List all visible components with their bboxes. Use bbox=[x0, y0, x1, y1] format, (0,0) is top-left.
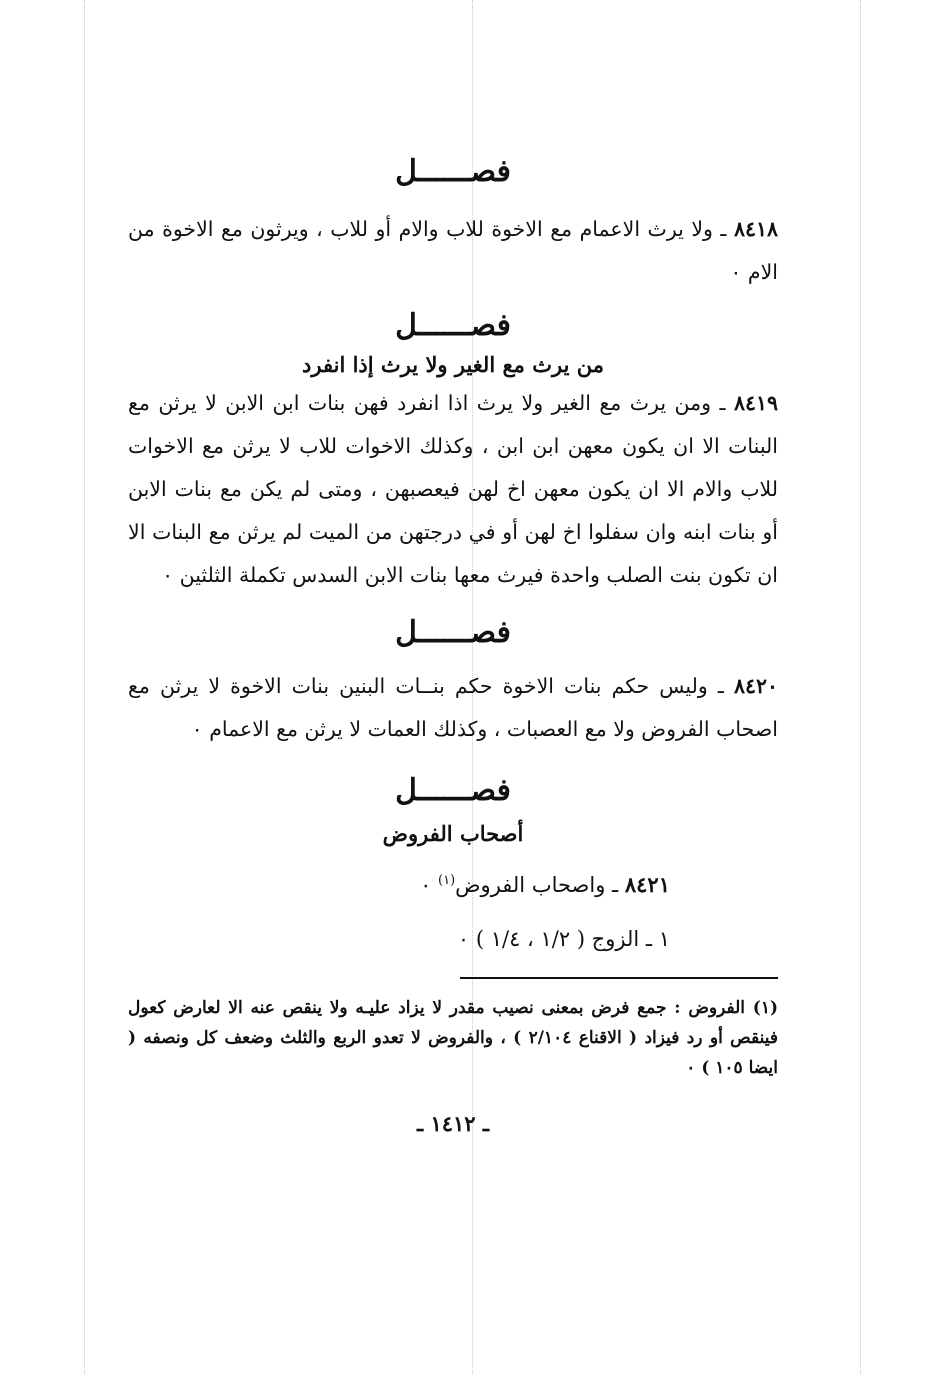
section-3 bbox=[128, 611, 778, 751]
section-subheading: أصحاب الفروض bbox=[382, 821, 524, 846]
page-number: ـ ١٤١٢ ـ bbox=[416, 1111, 490, 1136]
section-heading: فصــــــل bbox=[395, 773, 511, 808]
paragraph-number: ٨٤١٩ bbox=[733, 391, 778, 415]
paragraph-text: ومن يرث مع الغير ولا يرث اذا انفرد فهن بنات ابن الابن لا يرثن مع البنات الا ان يكون معهن ابن ابن ، وكذلك الاخوات للاب لا يرثن مع الاخوات للاب والام الا ان يكون معهن اخ لهن فيعصبهن ، ومتى لم يكن مع بنات الابن أو بنات ابنه وان سفلوا اخ لهن أو في درجتهن من الميت لم يرثن مع البنات الا ان تكون بنت الصلب واحدة فيرث معها بنات الابن السدس تكملة الثلثين ٠ bbox=[128, 391, 778, 587]
paragraph-number: ٨٤٢١ bbox=[624, 872, 670, 897]
footnote-divider bbox=[460, 977, 778, 979]
section-heading: فصــــــل bbox=[395, 308, 511, 343]
paragraph-text: واصحاب الفروض bbox=[455, 873, 606, 897]
paragraph-number: ٨٤٢٠ bbox=[733, 674, 778, 698]
paragraph-text: ولا يرث الاعمام مع الاخوة للاب والام أو للاب ، ويرثون مع الاخوة من الام ٠ bbox=[128, 217, 778, 284]
paragraph-8420: ٨٤٢٠ ـ وليس حكم بنات الاخوة حكم بنــات البنين بنات الاخوة لا يرثن مع اصحاب الفروض ولا مع العصبات ، وكذلك العمات لا يرثن مع الاعمام ٠ bbox=[128, 674, 778, 741]
paragraph-number: ٨٤١٨ bbox=[733, 217, 778, 241]
section-2 bbox=[128, 304, 778, 597]
section-heading: فصــــــل bbox=[395, 615, 511, 650]
paragraph-8419: ٨٤١٩ ـ ومن يرث مع الغير ولا يرث اذا انفرد فهن بنات ابن الابن لا يرثن مع البنات الا ان يكون معهن ابن ابن ، وكذلك الاخوات للاب لا يرثن مع الاخوات للاب والام الا ان يكون معهن اخ لهن فيعصبهن ، ومتى لم يكن مع بنات الابن أو بنات ابنه وان سفلوا اخ لهن أو في درجتهن من الميت لم يرثن مع البنات الا ان تكون بنت الصلب واحدة فيرث معها بنات الابن السدس تكملة الثلثين ٠ bbox=[128, 391, 778, 587]
list-item: ١ ـ الزوج ( ١/٢ ، ١/٤ ) ٠ bbox=[457, 927, 670, 951]
footnote: (١) الفروض : جمع فرض بمعنى نصيب مقدر لا يزاد عليـه ولا ينقص عنه الا لعارض كعول فينقص أو رد فيزاد ( الاقناع ٢/١٠٤ ) ، والفروض لا تعدو الربع والثلث وضعف كل ونصفه ( ايضا ١٠٥ ) ٠ bbox=[128, 998, 778, 1078]
paragraph-8418: ٨٤١٨ ـ ولا يرث الاعمام مع الاخوة للاب والام أو للاب ، ويرثون مع الاخوة من الام ٠ bbox=[128, 217, 778, 284]
section-heading: فصــــــل bbox=[395, 154, 511, 189]
paragraph-tail: ٠ bbox=[420, 873, 439, 897]
section-4 bbox=[128, 769, 778, 963]
section-1 bbox=[128, 150, 778, 294]
scan-guide-right bbox=[860, 0, 861, 1374]
paragraph-8421: ٨٤٢١ ـ واصحاب الفروض$^{(١)}$ ٠ bbox=[420, 872, 670, 897]
scan-guide-left bbox=[84, 0, 85, 1374]
paragraph-text: وليس حكم بنات الاخوة حكم بنــات البنين بنات الاخوة لا يرثن مع اصحاب الفروض ولا مع العصبات ، وكذلك العمات لا يرثن مع الاعمام ٠ bbox=[128, 674, 778, 741]
footnote-reference[interactable]: (١) bbox=[438, 873, 456, 888]
section-subheading: من يرث مع الغير ولا يرث إذا انفرد bbox=[302, 352, 604, 377]
document-page bbox=[128, 150, 778, 1136]
